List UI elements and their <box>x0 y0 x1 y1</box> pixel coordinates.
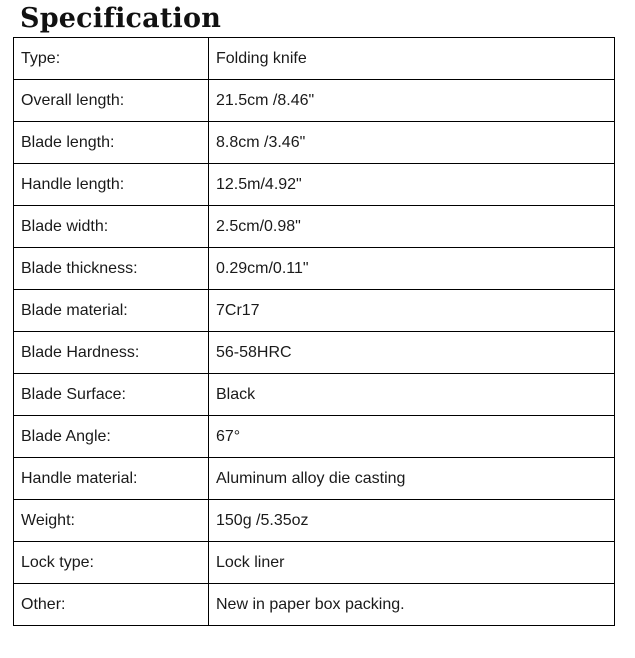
spec-row-other <box>14 584 615 626</box>
spec-value: 67° <box>209 416 615 458</box>
page-title: Specification <box>20 3 222 34</box>
spec-value: 7Cr17 <box>209 290 615 332</box>
spec-label: Blade Surface: <box>14 374 209 416</box>
spec-row-blade-material <box>14 290 615 332</box>
spec-label: Blade length: <box>14 122 209 164</box>
spec-value: Aluminum alloy die casting <box>209 458 615 500</box>
spec-row-weight <box>14 500 615 542</box>
specification-table <box>13 37 615 626</box>
spec-value: 56-58HRC <box>209 332 615 374</box>
spec-value: New in paper box packing. <box>209 584 615 626</box>
spec-label: Blade Hardness: <box>14 332 209 374</box>
spec-value: 8.8cm /3.46" <box>209 122 615 164</box>
spec-label: Handle length: <box>14 164 209 206</box>
spec-label: Blade width: <box>14 206 209 248</box>
spec-row-blade-angle <box>14 416 615 458</box>
spec-value: Lock liner <box>209 542 615 584</box>
spec-row-type <box>14 38 615 80</box>
spec-label: Blade thickness: <box>14 248 209 290</box>
spec-value: 12.5m/4.92" <box>209 164 615 206</box>
spec-label: Weight: <box>14 500 209 542</box>
spec-value: 150g /5.35oz <box>209 500 615 542</box>
spec-value: Folding knife <box>209 38 615 80</box>
spec-row-blade-surface <box>14 374 615 416</box>
spec-value: 21.5cm /8.46" <box>209 80 615 122</box>
spec-label: Blade Angle: <box>14 416 209 458</box>
spec-row-lock-type <box>14 542 615 584</box>
spec-row-handle-length <box>14 164 615 206</box>
spec-label: Overall length: <box>14 80 209 122</box>
spec-row-blade-length <box>14 122 615 164</box>
spec-value: Black <box>209 374 615 416</box>
spec-label: Other: <box>14 584 209 626</box>
spec-label: Type: <box>14 38 209 80</box>
spec-row-handle-material <box>14 458 615 500</box>
spec-row-blade-hardness <box>14 332 615 374</box>
spec-value: 0.29cm/0.11" <box>209 248 615 290</box>
spec-value: 2.5cm/0.98" <box>209 206 615 248</box>
spec-label: Lock type: <box>14 542 209 584</box>
spec-label: Handle material: <box>14 458 209 500</box>
spec-row-overall-length <box>14 80 615 122</box>
spec-label: Blade material: <box>14 290 209 332</box>
spec-row-blade-width <box>14 206 615 248</box>
spec-row-blade-thickness <box>14 248 615 290</box>
